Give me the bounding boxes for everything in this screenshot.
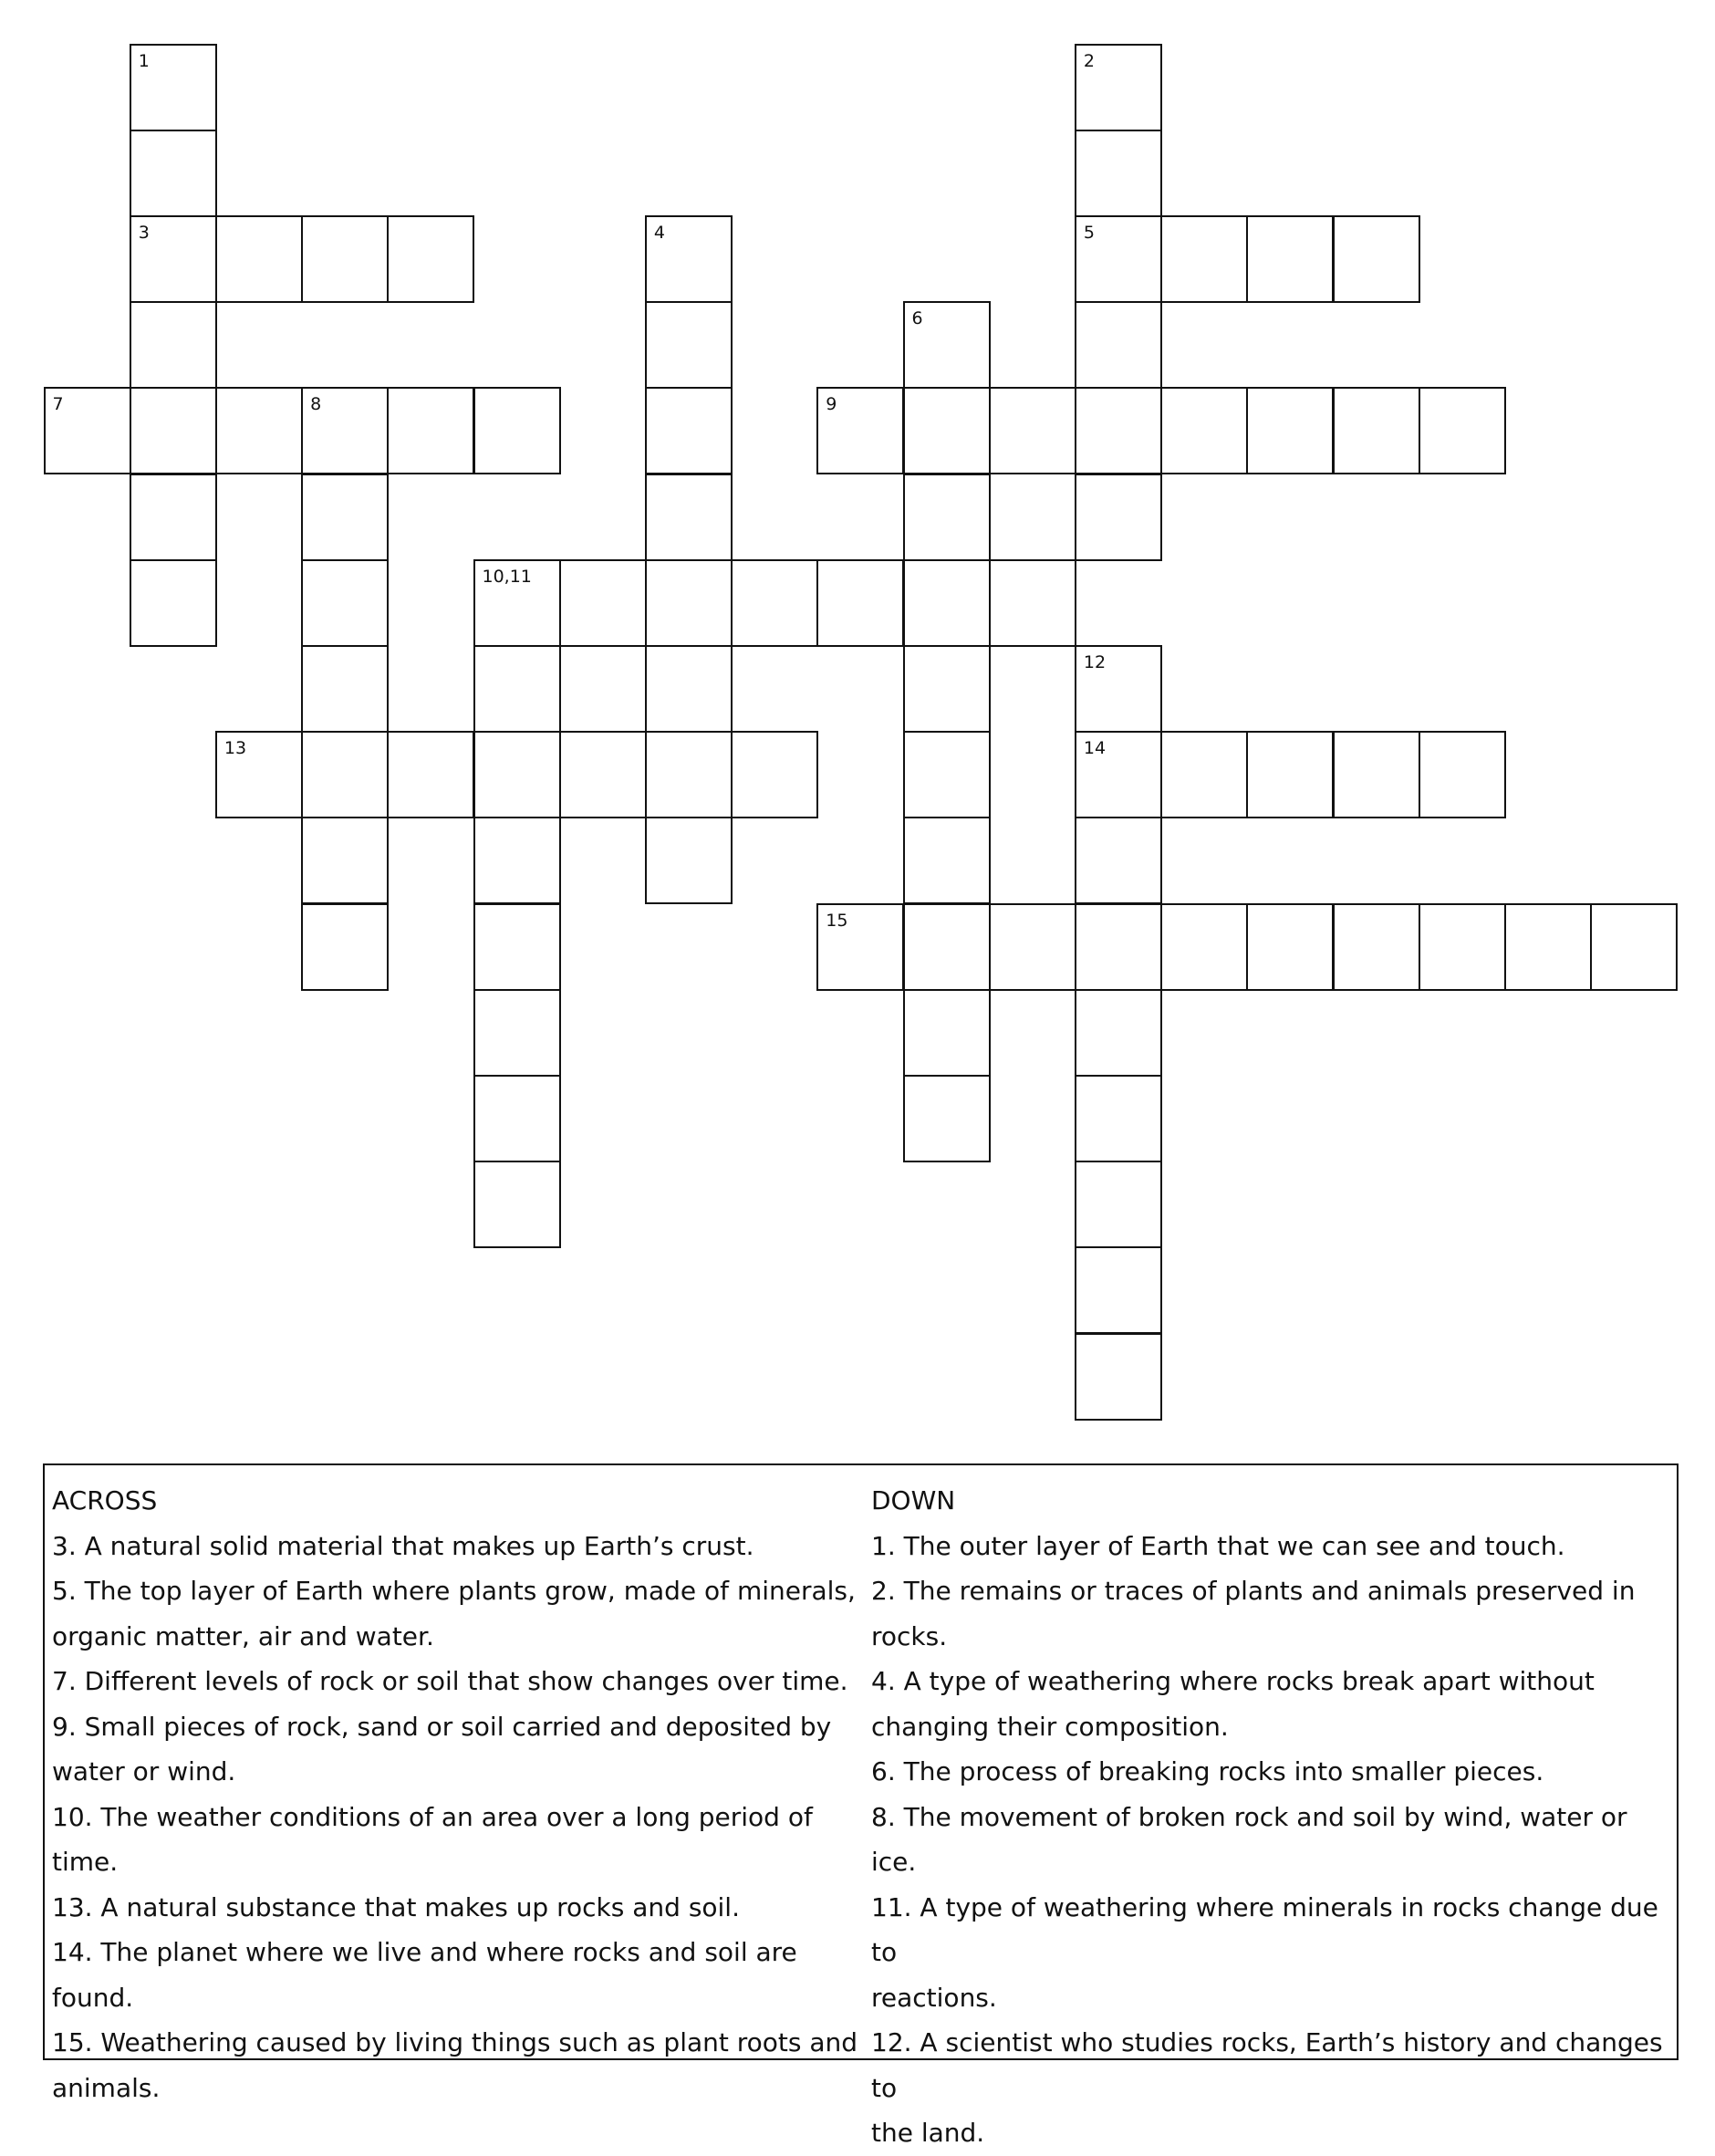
clue-number: 6 [911,308,923,329]
grid-cell[interactable] [1075,130,1162,217]
grid-cell[interactable] [130,387,217,474]
grid-cell[interactable] [816,387,904,474]
grid-cell[interactable] [816,903,904,991]
across-clue-line: 3. A natural solid material that makes up Earth’s crust. [52,1530,754,1561]
grid-cell[interactable] [1504,903,1592,991]
grid-cell[interactable] [903,1075,991,1162]
grid-cell[interactable] [130,474,217,561]
clue-number: 7 [52,394,64,415]
across-clue-line: 14. The planet where we live and where rocks and soil are found. [52,1937,797,2013]
grid-cell[interactable] [1075,989,1162,1077]
clue-number: 2 [1083,50,1095,71]
grid-cell[interactable] [1075,731,1162,818]
grid-cell[interactable] [1075,44,1162,131]
clue-number: 13 [223,738,247,759]
grid-cell[interactable] [645,731,733,818]
grid-cell[interactable] [1333,903,1420,991]
across-clue-line: 7. Different levels of rock or soil that show changes over time. [52,1666,848,1696]
grid-cell[interactable] [1075,301,1162,389]
grid-cell[interactable] [473,387,561,474]
grid-cell[interactable] [903,559,991,647]
down-clue-line: 11. A type of weathering where minerals in rocks change due to [871,1891,1658,1967]
down-heading: DOWN [871,1485,956,1515]
grid-cell[interactable] [1246,387,1334,474]
grid-cell[interactable] [645,301,733,389]
grid-cell[interactable] [473,559,561,647]
down-clue-line: 4. A type of weathering where rocks break apart without [871,1666,1595,1696]
grid-cell[interactable] [387,731,474,818]
grid-cell[interactable] [989,903,1076,991]
down-clue-line: 12. A scientist who studies rocks, Earth’s history and changes to [871,2027,1663,2103]
grid-cell[interactable] [301,903,389,991]
grid-cell[interactable] [301,645,389,733]
grid-cell[interactable] [215,215,303,303]
grid-cell[interactable] [816,559,904,647]
grid-cell[interactable] [387,387,474,474]
down-clue-line: 2. The remains or traces of plants and animals preserved in [871,1576,1636,1606]
grid-cell[interactable] [1075,387,1162,474]
grid-cell[interactable] [645,387,733,474]
grid-cell[interactable] [1075,1161,1162,1248]
grid-cell[interactable] [301,731,389,818]
grid-cell[interactable] [645,559,733,647]
clue-number: 5 [1083,222,1095,243]
grid-cell[interactable] [645,645,733,733]
clue-number: 8 [310,394,322,415]
grid-cell[interactable] [903,989,991,1077]
grid-cell[interactable] [989,559,1076,647]
across-clue-line: 10. The weather conditions of an area over a long period of time. [52,1801,813,1877]
grid-cell[interactable] [731,559,818,647]
clue-number: 15 [826,910,848,931]
grid-cell[interactable] [1075,903,1162,991]
grid-cell[interactable] [1419,731,1506,818]
grid-cell[interactable] [473,1161,561,1248]
grid-cell[interactable] [387,215,474,303]
grid-cell[interactable] [1333,731,1420,818]
clue-number: 3 [138,222,150,243]
grid-cell[interactable] [473,1075,561,1162]
grid-cell[interactable] [215,731,303,818]
grid-cell[interactable] [1075,645,1162,733]
grid-cell[interactable] [1590,903,1678,991]
grid-cell[interactable] [130,215,217,303]
grid-cell[interactable] [473,903,561,991]
grid-cell[interactable] [130,559,217,647]
grid-cell[interactable] [1075,817,1162,904]
grid-cell[interactable] [1075,1246,1162,1334]
grid-cell[interactable] [301,387,389,474]
down-clues [871,1478,1674,2156]
across-clues [52,1478,873,2110]
grid-cell[interactable] [1419,387,1506,474]
across-clue-line: 5. The top layer of Earth where plants grow, made of minerals, [52,1576,856,1606]
grid-cell[interactable] [645,817,733,904]
grid-cell[interactable] [903,903,991,991]
across-heading: ACROSS [52,1485,158,1515]
grid-cell[interactable] [130,44,217,131]
grid-cell[interactable] [731,731,818,818]
grid-cell[interactable] [44,387,131,474]
grid-cell[interactable] [1246,731,1334,818]
clue-number: 4 [653,222,665,243]
down-clue-line: 6. The process of breaking rocks into smaller pieces. [871,1756,1544,1786]
grid-cell[interactable] [903,645,991,733]
down-clue-line: reactions. [871,1982,997,2013]
grid-cell[interactable] [1160,387,1248,474]
clue-number: 14 [1083,738,1107,759]
grid-cell[interactable] [130,130,217,217]
across-clue-line: water or wind. [52,1756,236,1786]
grid-cell[interactable] [903,731,991,818]
grid-cell[interactable] [215,387,303,474]
grid-cell[interactable] [1419,903,1506,991]
grid-cell[interactable] [301,215,389,303]
grid-cell[interactable] [645,215,733,303]
grid-cell[interactable] [301,559,389,647]
grid-cell[interactable] [559,559,647,647]
grid-cell[interactable] [1075,1333,1162,1421]
grid-cell[interactable] [1160,215,1248,303]
grid-cell[interactable] [1075,1075,1162,1162]
across-clue-line: animals. [52,2072,161,2103]
clue-number: 12 [1083,651,1107,672]
grid-cell[interactable] [473,731,561,818]
down-clue-line: changing their composition. [871,1711,1229,1742]
grid-cell[interactable] [1246,903,1334,991]
grid-cell[interactable] [1333,215,1420,303]
grid-cell[interactable] [559,731,647,818]
grid-cell[interactable] [130,301,217,389]
grid-cell[interactable] [903,387,991,474]
clue-number: 10,11 [482,566,532,587]
grid-cell[interactable] [1075,474,1162,561]
grid-cell[interactable] [301,817,389,904]
down-clue-line: 8. The movement of broken rock and soil by wind, water or ice. [871,1801,1627,1877]
across-clue-line: organic matter, air and water. [52,1620,434,1651]
across-clue-line: 9. Small pieces of rock, sand or soil carried and deposited by [52,1711,832,1742]
grid-cell[interactable] [1075,215,1162,303]
down-clue-line: 1. The outer layer of Earth that we can see and touch. [871,1530,1565,1561]
grid-cell[interactable] [989,387,1076,474]
across-clue-line: 15. Weathering caused by living things such as plant roots and [52,2027,858,2057]
grid-cell[interactable] [903,301,991,389]
down-clue-line: the land. [871,2118,985,2148]
grid-cell[interactable] [301,474,389,561]
grid-cell[interactable] [1160,903,1248,991]
grid-cell[interactable] [1246,215,1334,303]
grid-cell[interactable] [473,989,561,1077]
grid-cell[interactable] [473,645,561,733]
grid-cell[interactable] [1160,731,1248,818]
clue-number: 1 [138,50,150,71]
clue-number: 9 [826,394,837,415]
grid-cell[interactable] [473,817,561,904]
down-clue-line: rocks. [871,1620,948,1651]
across-clue-line: 13. A natural substance that makes up rocks and soil. [52,1891,740,1922]
grid-cell[interactable] [903,817,991,904]
grid-cell[interactable] [1333,387,1420,474]
grid-cell[interactable] [645,474,733,561]
clue-box [43,1463,1679,2148]
grid-cell[interactable] [903,474,991,561]
